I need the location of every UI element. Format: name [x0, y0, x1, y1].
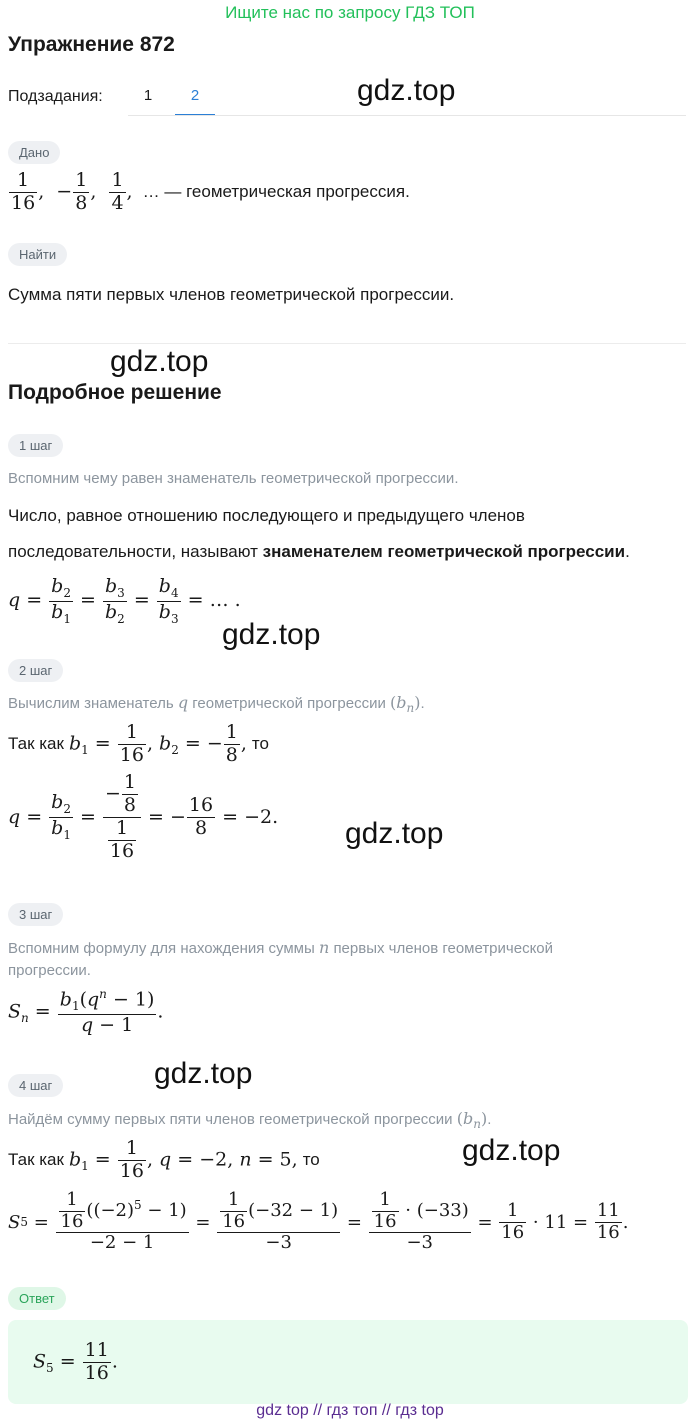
- solution-title: Подробное решение: [8, 381, 222, 404]
- step-3-hint-post: первых членов геометрической: [333, 940, 554, 957]
- step-3-hint-pre: Вспомним формулу для нахождения суммы: [8, 940, 315, 957]
- step-3-badge: 3 шаг: [8, 903, 63, 926]
- step-3-hint-line2: прогрессии.: [8, 962, 91, 979]
- tabs-divider: [128, 115, 686, 116]
- step-1-badge: 1 шаг: [8, 434, 63, 457]
- step-2-hint: Вычислим знаменатель q геометрической прогрессии $(b_n)$.: [8, 693, 425, 716]
- watermark: gdz.top: [154, 1057, 253, 1090]
- step-1-formula: q = $\frac{b_2}{b_1}$ = $\frac{b_3}{b_2}$ = $\frac{b_4}{b_3}$ = … .: [8, 575, 241, 626]
- step-2-hint-pre: Вычислим знаменатель: [8, 695, 174, 712]
- footer-links[interactable]: gdz top // гдз топ // гдз top: [256, 1402, 444, 1419]
- step-2-then: то: [251, 734, 269, 754]
- step-2-calculation: q = $\frac{b_2}{b_1}$ = − $\frac{1}{8}$ $\frac{1}{16}$ = − $\frac{16}{8}$ = −2.: [8, 771, 279, 862]
- watermark: gdz.top: [462, 1134, 561, 1167]
- section-divider: [8, 343, 686, 344]
- find-badge: Найти: [8, 243, 67, 266]
- given-badge: Дано: [8, 141, 60, 164]
- step-1-definition-line1: Число, равное отношению последующего и предыдущего членов: [8, 506, 525, 525]
- search-banner: Ищите нас по запросу ГДЗ ТОП: [225, 3, 475, 22]
- step-4-given: Так как $b_1$ = $\frac{1}{16}$ , q = −2, n = 5, то: [8, 1137, 320, 1182]
- step-1-definition-line2: последовательности, называют знаменателем геометрической прогрессии.: [8, 542, 630, 561]
- step-4-hint: Найдём сумму первых пяти членов геометрической прогрессии $(b_n)$.: [8, 1109, 492, 1132]
- page-title: Упражнение 872: [8, 33, 175, 56]
- step-3-hint: Вспомним формулу для нахождения суммы n первых членов геометрической: [8, 938, 554, 957]
- answer-badge: Ответ: [8, 1287, 66, 1310]
- step-2-badge: 2 шаг: [8, 659, 63, 682]
- step-2-since: Так как: [8, 734, 64, 754]
- step-3-formula: $S_n$ = $\frac{b_1(q^n - 1)}{q - 1}$ .: [8, 987, 164, 1036]
- definition-bold: знаменателем геометрической прогрессии: [262, 542, 626, 561]
- step-1-hint: Вспомним чему равен знаменатель геометрической прогрессии.: [8, 470, 459, 487]
- step-4-calculation: S 5 = $\frac{1}{16}$ $((-2)^5 - 1)$ −2 − 1 = $\frac{1}{16}$ (−32 − 1) −3 = $\frac{1}{16}$ · (−33) −3 = $\frac{1}{16}$ · 11 = $\frac{11}{16}$ .: [8, 1189, 629, 1254]
- step-2-hint-mid: геометрической прогрессии: [192, 695, 386, 712]
- find-text: Сумма пяти первых членов геометрической прогрессии.: [8, 285, 455, 304]
- watermark: gdz.top: [222, 618, 321, 651]
- given-text: … — геометрическая прогрессия.: [142, 182, 410, 202]
- watermark: gdz.top: [345, 817, 444, 850]
- subtask-tab-1[interactable]: 1: [143, 87, 153, 104]
- given-statement: [8, 170, 410, 215]
- step-4-hint-text: Найдём сумму первых пяти членов геометрической прогрессии: [8, 1111, 453, 1128]
- step-4-badge: 4 шаг: [8, 1074, 63, 1097]
- given-sequence: $\frac{1}{16}$ , − $\frac{1}{8}$ , $\frac{1}{4}$ ,: [11, 169, 139, 214]
- answer-formula: $S_5$ = $\frac{11}{16}$ .: [33, 1339, 118, 1384]
- step-2-given: Так как $b_1$ = $\frac{1}{16}$ , $b_2$ = − $\frac{1}{8}$ , то: [8, 721, 269, 766]
- subtask-tab-2[interactable]: 2: [175, 86, 215, 116]
- watermark: gdz.top: [357, 74, 456, 107]
- step-4-then: то: [302, 1150, 320, 1170]
- subtasks-label: Подзадания:: [8, 88, 103, 105]
- definition-plain: последовательности, называют: [8, 542, 263, 561]
- watermark: gdz.top: [110, 345, 209, 378]
- step-4-since: Так как: [8, 1150, 64, 1170]
